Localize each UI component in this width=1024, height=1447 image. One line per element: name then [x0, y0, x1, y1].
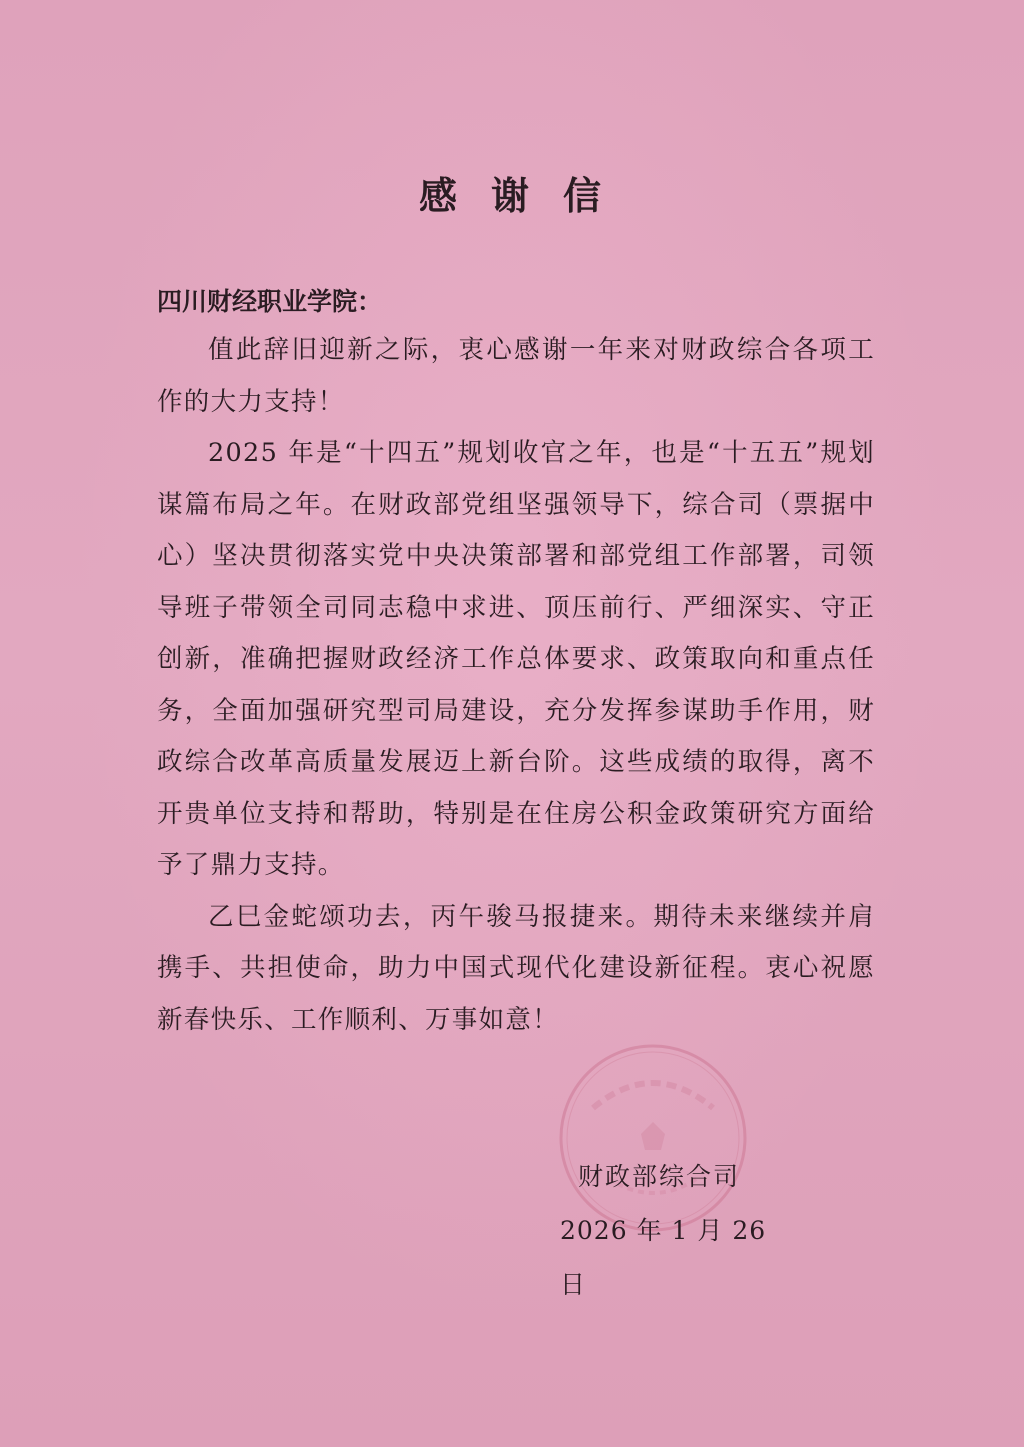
paragraph-greeting: 值此辞旧迎新之际，衷心感谢一年来对财政综合各项工作的大力支持！ [157, 335, 875, 417]
letter-body [157, 325, 875, 1046]
letter-addressee: 四川财经职业学院： [157, 287, 383, 316]
letter-title: 感谢信 [418, 174, 635, 218]
signature-date: 2026 年 1 月 26 日 [560, 1216, 767, 1299]
signature-organization: 财政部综合司 [578, 1162, 741, 1191]
paragraph-achievements: 2025 年是“十四五”规划收官之年，也是“十五五”规划谋篇布局之年。在财政部党组坚强领导下，综合司（票据中心）坚决贯彻落实党中央决策部署和部党组工作部署，司领导班子带领全司同志稳中求进、顶压前行、严细深实、守正创新，准确把握财政经济工作总体要求、政策取向和重点任务，全面加强研究型司局建设，充分发挥参谋助手作用，财政综合改革高质量发展迈上新台阶。这些成绩的取得，离不开贵单位支持和帮助，特别是在住房公积金政策研究方面给予了鼎力支持。 [157, 438, 875, 880]
paragraph-wishes: 乙巳金蛇颂功去，丙午骏马报捷来。期待未来继续并肩携手、共担使命，助力中国式现代化建设新征程。衷心祝愿新春快乐、工作顺利、万事如意！ [157, 901, 875, 1035]
letter-signature [560, 1150, 790, 1312]
